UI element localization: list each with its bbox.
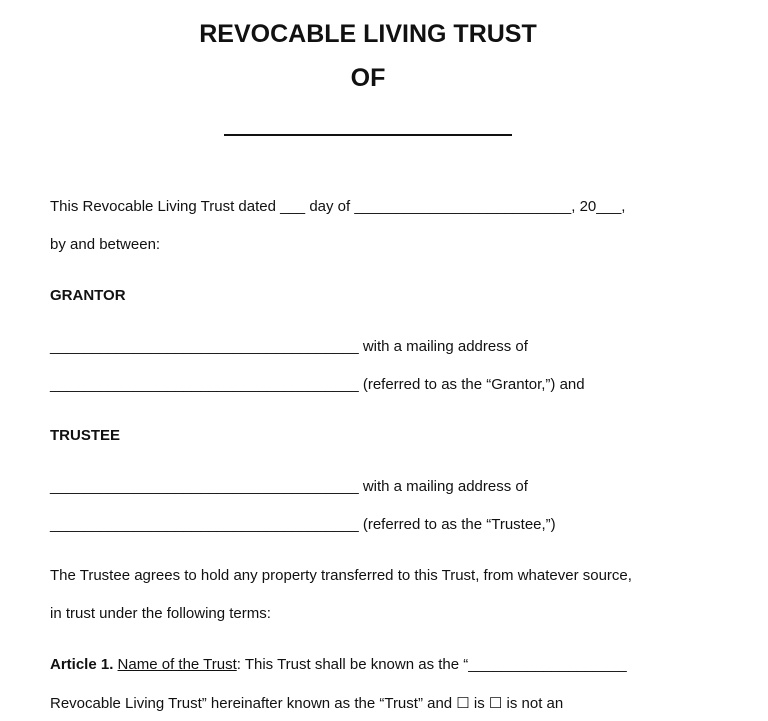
intro-line-2: by and between: bbox=[50, 236, 161, 253]
agreement-line-2: in trust under the following terms: bbox=[50, 605, 271, 622]
document-title: REVOCABLE LIVING TRUST bbox=[199, 20, 537, 48]
trustee-heading: TRUSTEE bbox=[50, 427, 121, 444]
trust-name-blank-line[interactable] bbox=[224, 134, 512, 136]
document-title-of: OF bbox=[350, 64, 386, 92]
article-1-line-2[interactable]: Revocable Living Trust” hereinafter known as the “Trust” and ☐ is ☐ is not an bbox=[50, 695, 564, 712]
agreement-line-1: The Trustee agrees to hold any property transferred to this Trust, from whatever source, bbox=[50, 567, 632, 584]
article-1-text[interactable]: : This Trust shall be known as the “___________________ bbox=[236, 656, 627, 673]
intro-line-1[interactable]: This Revocable Living Trust dated ___ day of __________________________, 20___, bbox=[50, 198, 626, 215]
grantor-name-line[interactable]: _____________________________________ with a mailing address of bbox=[50, 338, 528, 355]
trustee-address-line[interactable]: _____________________________________ (referred to as the “Trustee,”) bbox=[50, 516, 556, 533]
article-1-title: Name of the Trust bbox=[117, 656, 237, 673]
grantor-heading: GRANTOR bbox=[50, 287, 126, 304]
trustee-name-line[interactable]: _____________________________________ with a mailing address of bbox=[50, 478, 528, 495]
article-1-label: Article 1. bbox=[50, 656, 114, 673]
article-1-line-1 bbox=[50, 655, 627, 675]
grantor-address-line[interactable]: _____________________________________ (referred to as the “Grantor,”) and bbox=[50, 376, 585, 393]
